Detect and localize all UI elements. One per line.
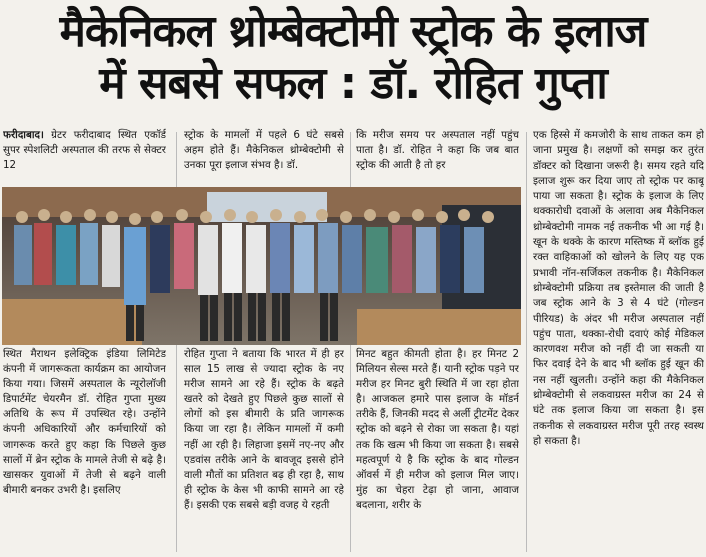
column-3-top bbox=[356, 128, 519, 188]
column-3-top-text: कि मरीज समय पर अस्पताल नहीं पहुंच पाता है। डॉ. रोहित ने कहा कि जब बात स्ट्रोक की आती है तो हर bbox=[356, 129, 519, 172]
headline-line-2: में सबसे सफल : डॉ. रोहित गुप्ता bbox=[99, 58, 607, 109]
column-2-bottom-text: रोहित गुप्ता ने बताया कि भारत में ही हर साल 15 लाख से ज्यादा स्ट्रोक के नए मरीज सामने आ रहे हैं। स्ट्रोक के बढ़ते खतरे को देखते हुए पिछले कुछ सालों से लोगों को इस बीमारी के प्रति जागरूक किया जा रहा है। लेकिन मामलों में कमी नहीं आ रही है। लिहाजा इसमें नए-नए और एडवांस तरीके आने के बावजूद इससे होने वाली मौतों का प्रतिशत बढ़ ही रहा है, साथ ही स्ट्रोक के केस भी काफी सामने आ रहे हैं। इसकी एक सबसे बड़ी वजह ये रहती bbox=[184, 348, 344, 511]
column-1-top-text: ग्रेटर फरीदाबाद स्थित एकॉर्ड सुपर स्पेशलिटी अस्पताल की तरफ से सेक्टर 12 bbox=[3, 129, 166, 172]
column-3-bottom bbox=[356, 347, 519, 553]
dateline: फरीदाबाद। bbox=[3, 129, 44, 141]
column-2-top-text: स्ट्रोक के मामलों में पहले 6 घंटे सबसे अहम होते हैं। मैकेनिकल थ्रोम्बेक्टोमी से उनका पूरा इलाज संभव है। डॉ. bbox=[184, 129, 344, 172]
column-rule bbox=[526, 132, 527, 552]
column-1-top bbox=[3, 128, 166, 188]
group-photo bbox=[2, 187, 521, 345]
column-4-text: एक हिस्से में कमजोरी के साथ ताकत कम हो जाना प्रमुख है। लक्षणों को समझ कर तुरंत डॉक्टर को दिखाना जरूरी है। समय रहते यदि इलाज शुरू कर दिया जाए तो स्ट्रोक पर काबू पाया जा सकता है। स्ट्रोक के इलाज के लिए थक्कारोधी दवाओं के अलावा अब मैकेनिकल थ्रोम्बेक्टोमी नामक नई तकनीक भी आ गई है। खून के थक्के के कारण मस्तिष्क में ब्लॉक हुई रक्त वाहिकाओं को खोलने के लिए यह एक प्रभावी नॉन-सर्जिकल तकनीक है। मैकेनिकल थ्रोम्बेक्टोमी प्रक्रिया तब इस्तेमाल की जाती है जब स्ट्रोक आने के 3 से 4 घंटे (गोल्डन पीरियड) के अंदर भी मरीज अस्पताल नहीं पहुंच पाता, थक्का-रोधी दवाएं कोई मेडिकल कारणवश मरीज को नहीं दी जा सकती या फिर दवाई देने के बाद भी ब्लॉक हुई खून की नस नहीं खुलती। उन्होंने कहा की मैकेनिकल थ्रोम्बेक्टोमी से लकवाग्रस्त मरीज का 24 से घंटे तक इलाज किया जा सकता है। इस तकनीक से लकवाग्रस्त मरीज पूरी तरह स्वस्थ हो सकता है। bbox=[533, 129, 704, 447]
column-2-bottom bbox=[184, 347, 344, 553]
column-2-top bbox=[184, 128, 344, 188]
column-4 bbox=[533, 128, 704, 553]
headline-line-1: मैकेनिकल थ्रोम्बेक्टोमी स्ट्रोक के इलाज bbox=[59, 6, 647, 57]
column-1-bottom bbox=[3, 347, 166, 553]
column-3-bottom-text: मिनट बहुत कीमती होता है। हर मिनट 2 मिलियन सेल्स मरते हैं। यानी स्ट्रोक पड़ने पर मरीज हर मिनट बुरी स्थिति में जा रहा होता है। आजकल हमारे पास इलाज के मॉडर्न तरीके हैं, जिनकी मदद से अर्ली ट्रीटमेंट देकर स्ट्रोक को बढ़ने से रोका जा सकता है। यहां तक कि खत्म भी किया जा सकता है। सबसे महत्वपूर्ण ये है कि स्ट्रोक के बाद गोल्डन ऑवर्स में ही मरीज को इलाज मिल जाए। मुंह का चेहरा टेढ़ा हो जाना, आवाज बदलाना, शरीर के bbox=[356, 348, 519, 511]
headline bbox=[0, 6, 706, 110]
group-photo-icon bbox=[2, 187, 521, 345]
column-1-bottom-text: स्थित मैराथन इलेक्ट्रिक इंडिया लिमिटेड कंपनी में जागरूकता कार्यक्रम का आयोजन किया गया। जिसमें अस्पताल के न्यूरोलॉजी डिपार्टमेंट चेयरमैन डॉ. रोहित गुप्ता मुख्य अतिथि के रूप में उपस्थित रहे। उन्होंने कंपनी अधिकारियों और कर्मचारियों को जागरूक करते हुए कहा कि पिछले कुछ सालों में ब्रेन स्ट्रोक के मामले तेजी से बढ़े है। खासकर युवाओं में तेजी से बढ़ने वाली बीमारी बनकर उभरी है। इसलिए bbox=[3, 348, 166, 496]
